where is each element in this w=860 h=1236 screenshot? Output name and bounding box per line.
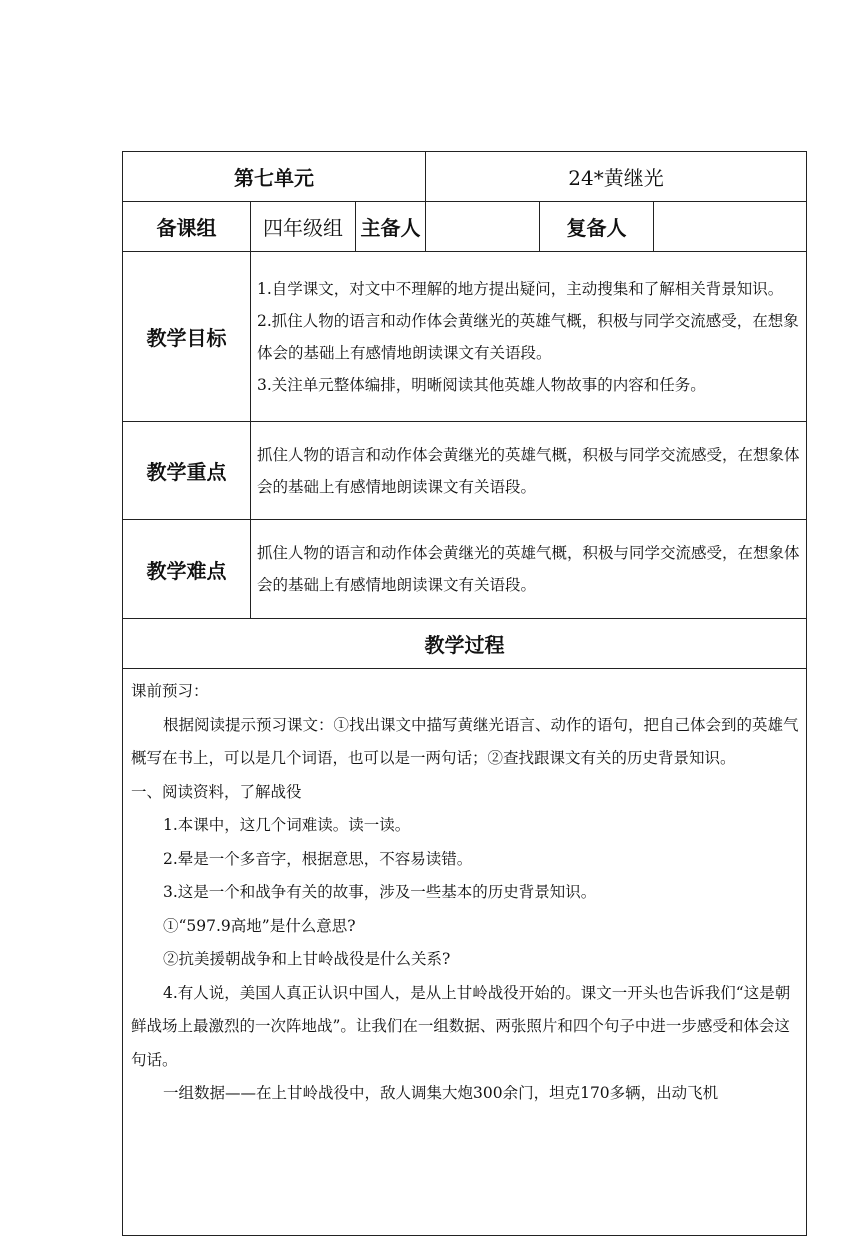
step-item: 一组数据——在上甘岭战役中，敌人调集大炮300余门，坦克170多辆，出动飞机 xyxy=(163,1084,719,1102)
step-item: ②抗美援朝战争和上甘岭战役是什么关系? xyxy=(163,950,451,968)
difficulties-row xyxy=(123,520,807,619)
lesson-title: 24*黄继光 xyxy=(426,152,807,202)
preview-title: 课前预习： xyxy=(131,682,209,700)
difficulties-text: 抓住人物的语言和动作体会黄继光的英雄气概，积极与同学交流感受，在想象体会的基础上有感情地朗读课文有关语段。 xyxy=(251,520,807,619)
key-points-row xyxy=(123,422,807,520)
lead-value xyxy=(426,202,540,252)
step-item: 4.有人说，美国人真正认识中国人，是从上甘岭战役开始的。课文一开头也告诉我们“这是朝鲜战场上最激烈的一次阵地战”。让我们在一组数据、两张照片和四个句子中进一步感受和体会这句话。 xyxy=(131,983,791,1069)
lesson-plan-table xyxy=(122,151,807,1236)
objectives-row xyxy=(123,252,807,422)
section-title: 一、阅读资料，了解战役 xyxy=(131,782,302,801)
difficulties-label: 教学难点 xyxy=(123,520,251,619)
review-label: 复备人 xyxy=(540,202,654,252)
objective-item: 1.自学课文，对文中不理解的地方提出疑问，主动搜集和了解相关背景知识。 xyxy=(257,279,784,298)
process-label: 教学过程 xyxy=(123,619,807,669)
objective-item: 2.抓住人物的语言和动作体会黄继光的英雄气概，积极与同学交流感受，在想象体会的基础上有感情地朗读课文有关语段。 xyxy=(257,311,799,362)
title-row xyxy=(123,152,807,202)
process-row xyxy=(123,669,807,1236)
group-value: 四年级组 xyxy=(251,202,356,252)
process-content xyxy=(123,669,807,1236)
preview-text: 根据阅读提示预习课文：①找出课文中描写黄继光语言、动作的语句，把自己体会到的英雄气概写在书上，可以是几个词语，也可以是一两句话；②查找跟课文有关的历史背景知识。 xyxy=(131,715,799,767)
review-value xyxy=(654,202,807,252)
step-item: 1.本课中，这几个词难读。读一读。 xyxy=(163,816,411,834)
objectives-content xyxy=(251,252,807,422)
process-header-row xyxy=(123,619,807,669)
staff-row xyxy=(123,202,807,252)
step-item: ①“597.9高地”是什么意思? xyxy=(163,916,356,935)
objectives-label: 教学目标 xyxy=(123,252,251,422)
group-label: 备课组 xyxy=(123,202,251,252)
step-item: 3.这是一个和战争有关的故事，涉及一些基本的历史背景知识。 xyxy=(163,883,597,901)
unit-title: 第七单元 xyxy=(123,152,426,202)
key-points-text: 抓住人物的语言和动作体会黄继光的英雄气概，积极与同学交流感受，在想象体会的基础上有感情地朗读课文有关语段。 xyxy=(251,422,807,520)
objective-item: 3.关注单元整体编排，明晰阅读其他英雄人物故事的内容和任务。 xyxy=(257,375,706,394)
lead-label: 主备人 xyxy=(356,202,426,252)
key-points-label: 教学重点 xyxy=(123,422,251,520)
step-item: 2.晕是一个多音字，根据意思，不容易读错。 xyxy=(163,849,473,868)
